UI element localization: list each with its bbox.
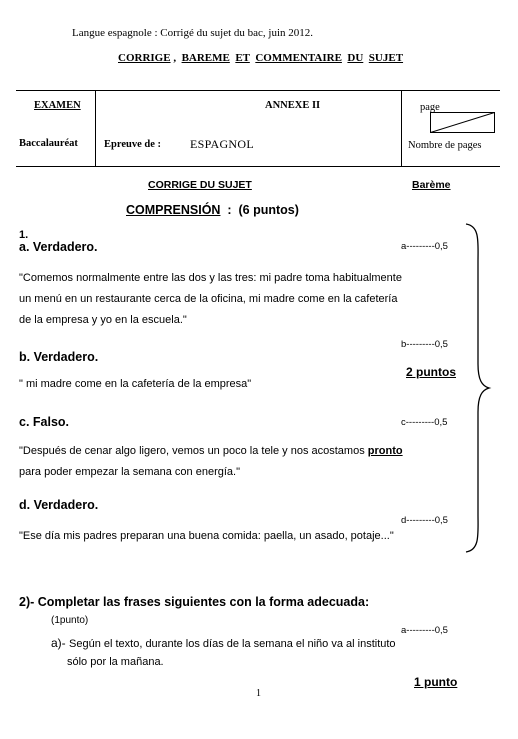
item-d-quote: "Ese día mis padres preparan una buena comida: paella, un asado, potaje..."	[19, 530, 394, 542]
section1-title	[126, 203, 299, 217]
title-et: ET	[235, 52, 250, 64]
item-a-quote-line-3: de la empresa y yo en la escuela."	[19, 314, 187, 326]
title-corrige: CORRIGE	[118, 52, 171, 64]
section2-points: (1punto)	[51, 615, 89, 626]
section2-title: 2)- Completar las frases siguientes con la forma adecuada:	[19, 595, 370, 609]
title-du: DU	[347, 52, 364, 64]
item-c-quote-text: "Después de cenar algo ligero, vemos un poco la tele y nos acostamos	[19, 445, 368, 457]
item-c-quote-line-1	[19, 445, 403, 457]
page-box-diagonal-icon	[430, 112, 496, 134]
examen-label: EXAMEN	[34, 100, 81, 111]
comprension-points: : (6 puntos)	[220, 203, 299, 217]
title-commentaire: COMMENTAIRE	[255, 52, 342, 64]
table-divider-right	[401, 90, 402, 166]
baccalaureat-label: Baccalauréat	[19, 138, 78, 149]
table-divider-left	[95, 90, 96, 166]
epreuve-label: Epreuve de :	[104, 139, 161, 150]
section2-item-a-text: Según el texto, durante los días de la semana el niño va al instituto	[69, 638, 396, 650]
running-header: Langue espagnole : Corrigé du sujet du bac, juin 2012.	[72, 27, 314, 39]
section2-item-a-prefix: a)-	[51, 636, 69, 650]
bareme-column-header: Barème	[412, 179, 451, 191]
item-a-label: a. Verdadero.	[19, 240, 98, 254]
section2-total: 1 punto	[414, 675, 458, 689]
item-a-quote-line-2: un menú en un restaurante cerca de la oficina, mi madre come en la cafetería	[19, 293, 398, 305]
item-c-score: c---------0,5	[401, 417, 448, 428]
table-top-border	[16, 90, 500, 91]
title-sujet: SUJET	[368, 52, 404, 64]
section2-item-a-line-2: sólo por la mañana.	[67, 656, 164, 668]
page-count-box	[430, 112, 494, 132]
item-d-score: d---------0,5	[401, 515, 448, 526]
nombre-pages-label: Nombre de pages	[408, 140, 482, 151]
item-b-quote: " mi madre come en la cafetería de la empresa"	[19, 378, 252, 390]
question1-number: 1.	[19, 229, 29, 241]
right-brace-icon	[462, 222, 492, 554]
item-a-score: a---------0,5	[401, 241, 448, 252]
comprension-title: COMPRENSIÓN	[126, 203, 221, 217]
item-c-quote-line-2: para poder empezar la semana con energía."	[19, 466, 240, 478]
item-a-quote-line-1: "Comemos normalmente entre las dos y las tres: mi padre toma habitualmente	[19, 272, 402, 284]
table-bottom-border	[16, 166, 500, 167]
title-sep-1: ,	[170, 52, 182, 64]
page-number: 1	[256, 688, 261, 699]
item-b-score: b---------0,5	[401, 339, 448, 350]
underlined-word-pronto: pronto	[367, 445, 403, 457]
item-b-label: b. Verdadero.	[19, 350, 99, 364]
section2-item-a-score: a---------0,5	[401, 625, 448, 636]
title-bareme: BAREME	[181, 52, 230, 64]
item-d-label: d. Verdadero.	[19, 498, 99, 512]
page-label: page	[420, 102, 440, 113]
section2-item-a-line-1	[51, 636, 396, 650]
corrige-column-header: CORRIGE DU SUJET	[148, 179, 252, 191]
subject-name: ESPAGNOL	[190, 137, 254, 151]
item-c-label: c. Falso.	[19, 415, 70, 429]
annexe-label: ANNEXE II	[265, 100, 321, 111]
document-title	[118, 52, 403, 64]
section1-total: 2 puntos	[406, 365, 456, 379]
